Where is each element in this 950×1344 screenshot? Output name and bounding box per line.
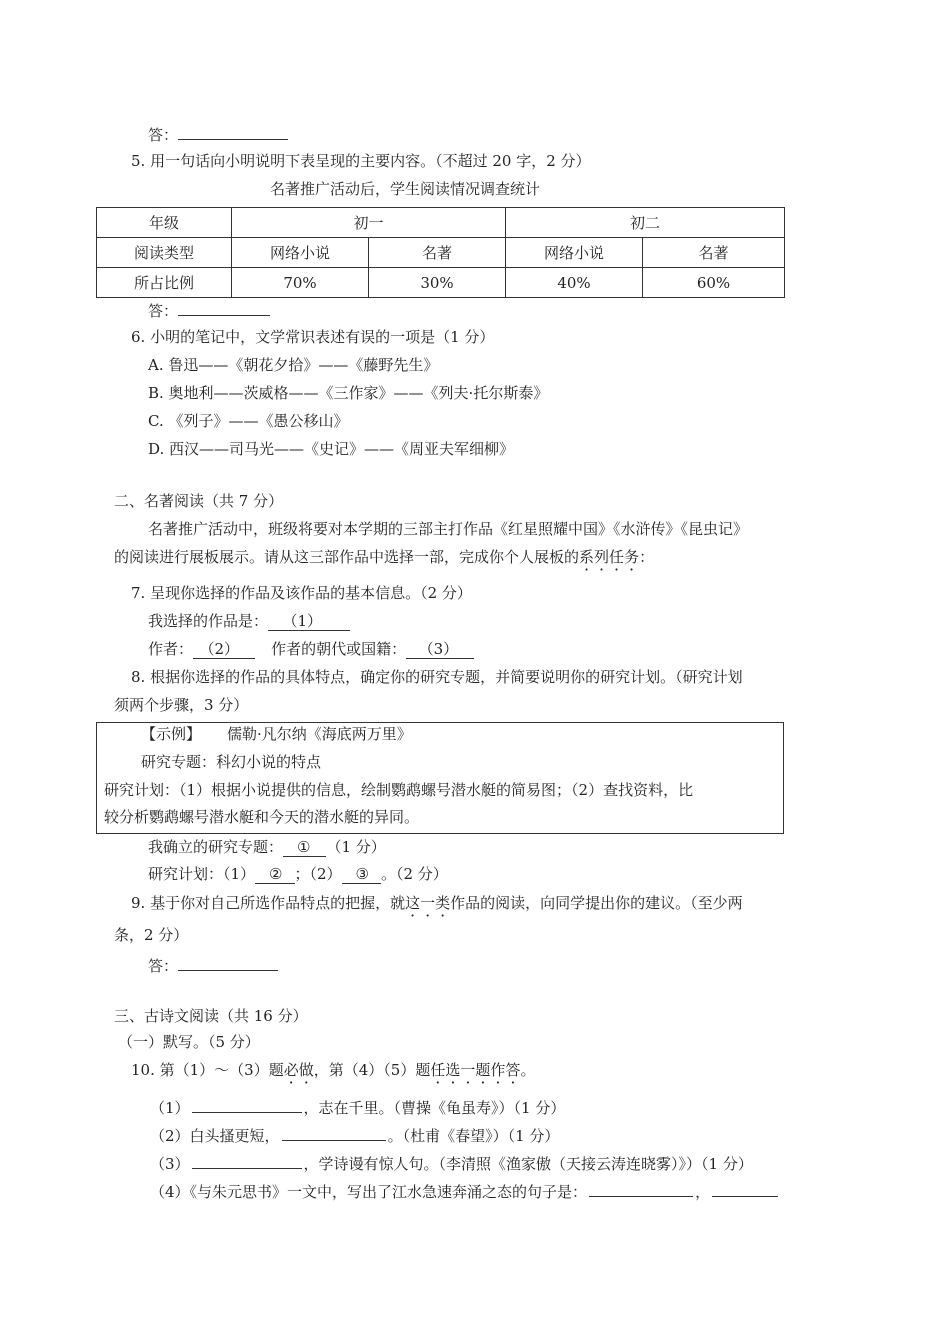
emphasis-char: 题	[475, 1061, 491, 1079]
q8-question-line1: 8. 根据你选择的作品的具体特点，确定你的研究专题，并简要说明你的研究计划。（研究计划	[131, 668, 743, 686]
answer-blank[interactable]	[178, 123, 288, 140]
section2-intro-line2	[114, 547, 654, 567]
q9-text: 作品的阅读，向同学提出你的建议。（至少两	[450, 894, 743, 912]
ratio-cell: 40%	[506, 268, 643, 298]
emphasis-char: 列	[594, 548, 610, 566]
item-text: 《与朱元思书》一文中，写出了江水急速奔涌之态的句子是：	[189, 1183, 588, 1201]
emphasis-char: 任	[430, 1061, 446, 1079]
section2-heading: 二、名著阅读（共 7 分）	[114, 492, 284, 510]
example-plan-line1: 研究计划：（1）根据小说提供的信息，绘制鹦鹉螺号潜水艇的简易图；（2）查找资料，比	[104, 781, 694, 799]
answer-blank[interactable]	[178, 299, 270, 316]
my-plan-label: 研究计划：（1）	[148, 865, 256, 883]
q4-answer-line	[148, 123, 288, 145]
my-topic-line	[148, 837, 386, 857]
q10-question	[131, 1060, 535, 1080]
q10-text: ，第（4）（5）题	[313, 1061, 431, 1079]
chosen-label: 我选择的作品是：	[148, 612, 269, 630]
row-header-type: 阅读类型	[97, 238, 232, 268]
q10-item-4	[150, 1180, 778, 1202]
section3-heading: 三、古诗文阅读（共 16 分）	[114, 1007, 308, 1025]
emphasis-char: 任	[609, 548, 625, 566]
q7-chosen-line	[148, 611, 350, 631]
reading-stats-table	[96, 207, 785, 298]
emphasis-char: 作	[490, 1061, 506, 1079]
intro-text: 的阅读进行展板展示。请从这三部作品中选择一部，完成你个人展板的	[114, 548, 580, 566]
author-label: 作者：	[148, 640, 194, 658]
score-note: 。（2 分）	[381, 865, 448, 883]
q8-question-line2: 须两个步骤，3 分）	[114, 696, 249, 714]
item-text: 。（杜甫《春望》）（1 分）	[387, 1127, 560, 1145]
fill-blank[interactable]	[589, 1180, 693, 1197]
item-text: ，	[695, 1183, 711, 1201]
fill-blank[interactable]	[192, 1152, 302, 1169]
section2-intro-line1: 名著推广活动中，班级将要对本学期的三部主打作品《红星照耀中国》《水浒传》《昆虫记》	[148, 520, 749, 538]
q6-option-a: A. 鲁迅——《朝花夕拾》——《藤野先生》	[148, 356, 439, 374]
q5-question: 5. 用一句话向小明说明下表呈现的主要内容。（不超过 20 字，2 分）	[131, 152, 591, 170]
item-number: （2）	[150, 1127, 190, 1145]
q10-item-3	[150, 1152, 753, 1174]
emphasis-char: 这	[405, 894, 421, 912]
answer-blank[interactable]	[178, 954, 278, 971]
q10-item-1	[150, 1096, 565, 1118]
item-text: 白头搔更短，	[189, 1127, 280, 1145]
item-number: （1）	[150, 1099, 190, 1117]
intro-text: ：	[639, 548, 655, 566]
emphasis-char: 一	[420, 894, 436, 912]
answer-label: 答：	[148, 302, 179, 320]
grade-1: 初一	[232, 208, 506, 238]
grade-2: 初二	[506, 208, 785, 238]
example-header	[141, 724, 412, 744]
emphasis-char: 必	[283, 1061, 299, 1079]
blank-3[interactable]: （3）	[406, 640, 474, 659]
type-cell: 名著	[369, 238, 506, 268]
q6-option-b: B. 奥地利——茨威格——《三作家》——《列夫·托尔斯泰》	[148, 384, 549, 402]
q5-answer-line	[148, 299, 270, 321]
my-plan-line	[148, 864, 448, 884]
q9-question-line2: 条，2 分）	[114, 926, 189, 944]
emphasis-char: 做	[298, 1061, 314, 1079]
score-note: （1 分）	[326, 838, 386, 856]
example-plan-line2: 较分析鹦鹉螺号潜水艇和今天的潜水艇的异同。	[104, 808, 420, 826]
row-header-ratio: 所占比例	[97, 268, 232, 298]
emphasis-char: 一	[460, 1061, 476, 1079]
q10-text: 。	[520, 1061, 536, 1079]
q10-item-2	[150, 1124, 559, 1146]
q9-answer-line	[148, 954, 278, 976]
example-label: 【示例】	[141, 725, 202, 743]
ratio-cell: 30%	[369, 268, 506, 298]
emphasis-char: 类	[435, 894, 451, 912]
blank-2[interactable]: （2）	[193, 640, 255, 659]
emphasis-char: 系	[579, 548, 595, 566]
my-topic-blank[interactable]: ①	[283, 838, 326, 857]
answer-label: 答：	[148, 126, 179, 144]
emphasis-char: 选	[445, 1061, 461, 1079]
emphasis-char: 务	[624, 548, 640, 566]
my-plan-blank-2[interactable]: ②	[255, 865, 294, 884]
dynasty-label: 作者的朝代或国籍：	[271, 640, 407, 658]
q7-question: 7. 呈现你选择的作品及该作品的基本信息。（2 分）	[131, 584, 472, 602]
q7-author-line	[148, 639, 474, 659]
blank-1[interactable]: （1）	[268, 612, 350, 631]
type-cell: 名著	[643, 238, 785, 268]
type-cell: 网络小说	[506, 238, 643, 268]
q6-question: 6. 小明的笔记中，文学常识表述有误的一项是（1 分）	[131, 328, 495, 346]
q10-text: 10. 第（1）～（3）题	[131, 1061, 284, 1079]
fill-blank[interactable]	[712, 1180, 778, 1197]
item-number: （4）	[150, 1183, 190, 1201]
my-topic-label: 我确立的研究专题：	[148, 838, 284, 856]
section3-sub1: （一）默写。（5 分）	[118, 1033, 260, 1051]
q9-question-line1	[131, 893, 743, 913]
q6-option-c: C. 《列子》——《愚公移山》	[148, 412, 349, 430]
emphasis-char: 答	[505, 1061, 521, 1079]
item-text: ，志在千里。（曹操《龟虽寿》）（1 分）	[303, 1099, 566, 1117]
answer-label: 答：	[148, 957, 179, 975]
ratio-cell: 70%	[232, 268, 369, 298]
type-cell: 网络小说	[232, 238, 369, 268]
table-title: 名著推广活动后，学生阅读情况调查统计	[270, 180, 541, 198]
example-title: 儒勒·凡尔纳《海底两万里》	[227, 725, 412, 743]
fill-blank[interactable]	[282, 1124, 386, 1141]
row-header-grade: 年级	[97, 208, 232, 238]
my-plan-blank-3[interactable]: ③	[342, 865, 381, 884]
q6-option-d: D. 西汉——司马光——《史记》——《周亚夫军细柳》	[148, 440, 515, 458]
item-number: （3）	[150, 1155, 190, 1173]
q9-text: 9. 基于你对自己所选作品特点的把握，就	[131, 894, 406, 912]
example-topic: 研究专题：科幻小说的特点	[141, 753, 322, 771]
my-plan-sep: ；（2）	[294, 865, 342, 883]
fill-blank[interactable]	[192, 1096, 302, 1113]
ratio-cell: 60%	[643, 268, 785, 298]
item-text: ，学诗谩有惊人句。（李清照《渔家傲（天接云涛连晓雾）》）（1 分）	[303, 1155, 753, 1173]
